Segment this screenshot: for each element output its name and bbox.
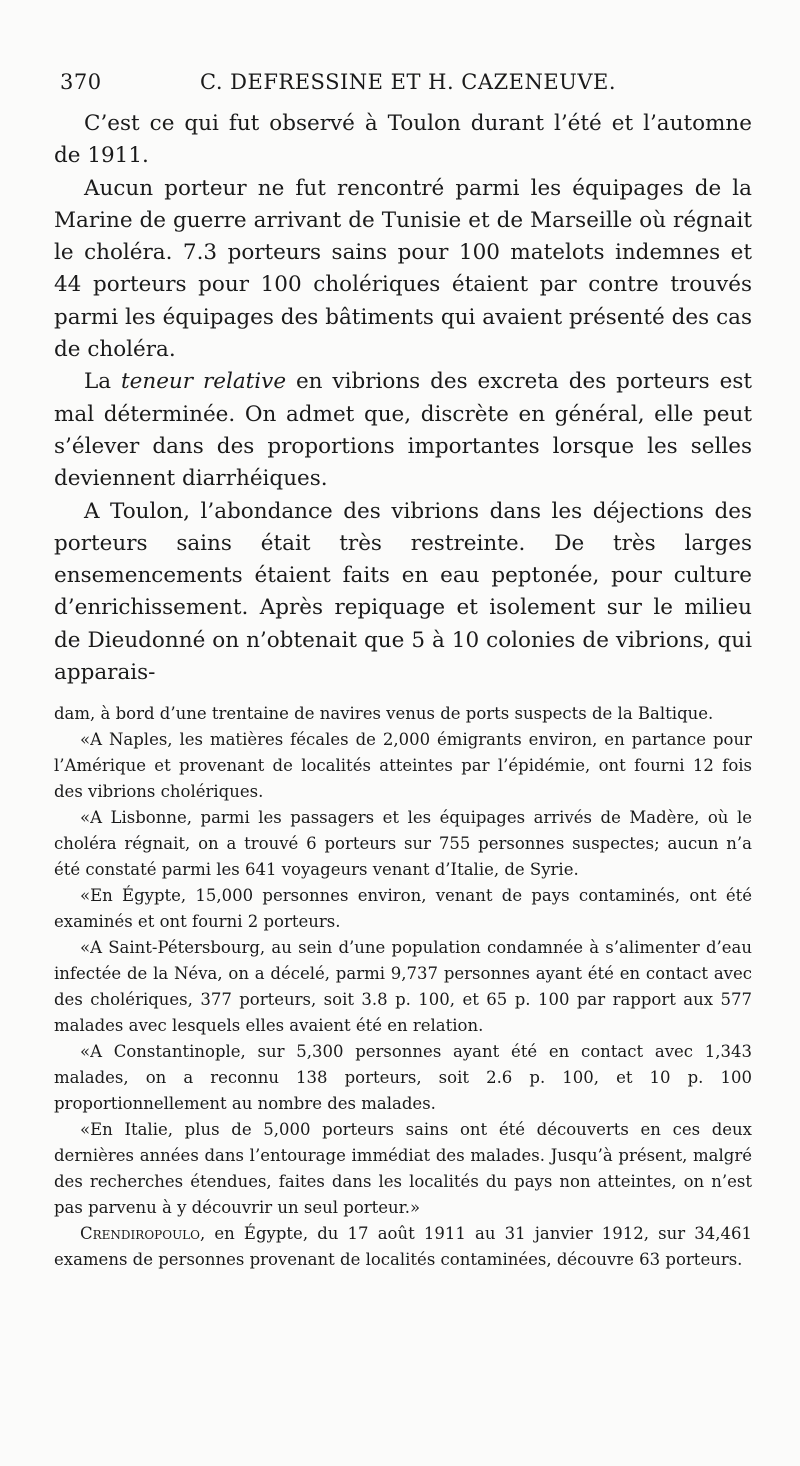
page-number: 370 (60, 70, 102, 94)
footnote-saint-petersburg: «A Saint-Pétersbourg, au sein d’une population condamnée à s’alimenter d’eau infectée de la Néva, on a décelé, parmi 9,737 personnes ayant été en contact avec des cholériques, 377 porteurs, soit 3.8 p. 100, et 65 p. 100 par rapport aux 577 malades avec lesquels elles avaient été en relation. (54, 938, 752, 1036)
footnote-naples: «A Naples, les matières fécales de 2,000 émigrants environ, en partance pour l’Amérique et provenant de localités atteintes par l’épidémie, ont fourni 12 fois des vibrions cholériques. (54, 730, 752, 802)
running-head-authors: C. DEFRESSINE ET H. CAZENEUVE. (200, 70, 617, 94)
author-name: Crendiropoulo (80, 1224, 200, 1244)
paragraph-toulon-observation: C’est ce qui fut observé à Toulon durant l’été et l’automne de 1911. (54, 111, 752, 169)
italic-term: teneur relative (121, 369, 287, 395)
running-head (54, 60, 752, 100)
footnote-lisbon: «A Lisbonne, parmi les passagers et les équipages arrivés de Madère, où le choléra régnait, on a trouvé 6 porteurs sur 755 personnes suspectes; aucun n’a été constaté parmi les 641 voyageurs venant d’Italie, de Syrie. (54, 808, 752, 880)
footnote-constantinople: «A Constantinople, sur 5,300 personnes ayant été en contact avec 1,343 malades, on a reconnu 138 porteurs, soit 2.6 p. 100, et 10 p. 100 proportionnellement au nombre des malades. (54, 1042, 752, 1114)
paragraph-navy-carriers: Aucun porteur ne fut rencontré parmi les équipages de la Marine de guerre arrivant de Tunisie et de Marseille où régnait le choléra. 7.3 porteurs sains pour 100 matelots indemnes et 44 porteurs pour 100 cholériques étaient par contre trouvés parmi les équipages des bâtiments qui avaient présenté des cas de choléra. (54, 175, 752, 363)
footnote-italy: «En Italie, plus de 5,000 porteurs sains ont été découverts en ces deux dernières années dans l’entourage immédiat des malades. Jusqu’à présent, malgré des recherches étendues, faites dans les localités du pays non atteintes, on n’est pas parvenu à y découvrir un seul porteur.» (54, 1120, 752, 1218)
footnote-egypt: «En Égypte, 15,000 personnes environ, venant de pays contaminés, ont été examinés et ont fourni 2 porteurs. (54, 886, 752, 932)
footnote-crendiropoulo (54, 1221, 752, 1273)
footnote-continuation: dam, à bord d’une trentaine de navires venus de ports suspects de la Baltique. (54, 704, 714, 724)
footnote-text: , en Égypte, du 17 août 1911 au 31 janvier 1912, sur 34,461 examens de personnes provenant de localités contaminées, découvre 63 porteurs. (54, 1224, 752, 1270)
main-text (54, 108, 752, 689)
footnotes (54, 701, 752, 1273)
paragraph-relative-content (54, 366, 752, 495)
paragraph-text: en vibrions des excreta des porteurs est mal déterminée. On admet que, discrète en général, elle peut s’élever dans des proportions importantes lorsque les selles deviennent diarrhéiques. (54, 369, 752, 492)
paragraph-text: La (84, 369, 121, 395)
paragraph-toulon-abundance: A Toulon, l’abondance des vibrions dans les déjections des porteurs sains était très restreinte. De très larges ensemencements étaient faits en eau peptonée, pour culture d’enrichissement. Après repiquage et isolement sur le milieu de Dieudonné on n’obtenait que 5 à 10 colonies de vibrions, qui apparais- (54, 498, 752, 686)
